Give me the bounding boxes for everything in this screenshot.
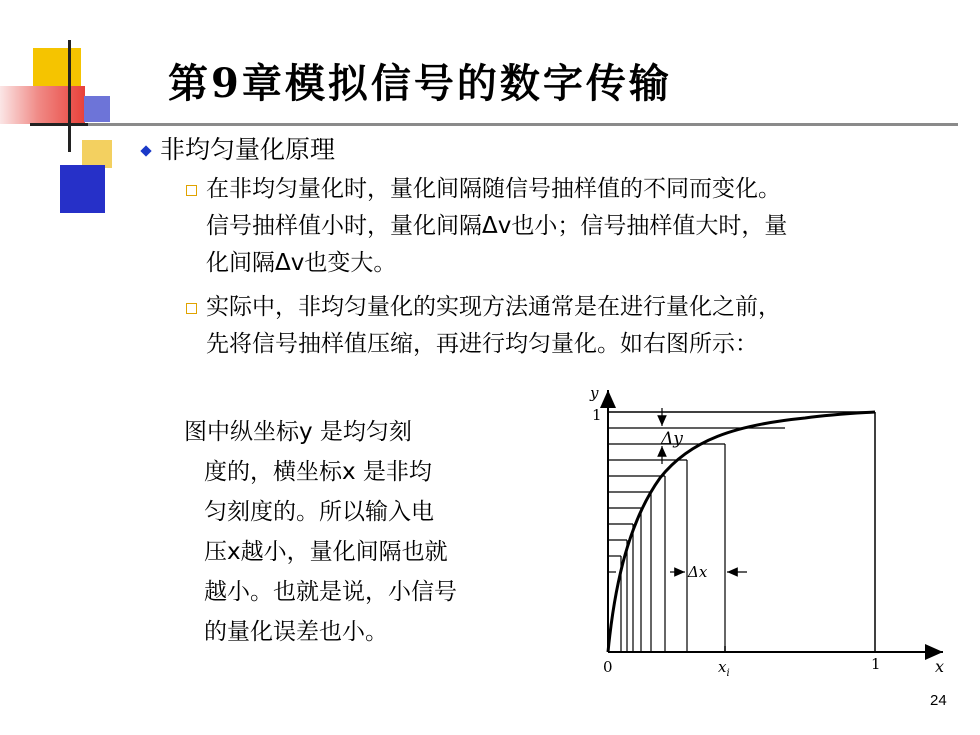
explanation-line: 图中纵坐标y 是均匀刻 <box>184 419 412 445</box>
title-underline <box>88 123 958 126</box>
square-bullet-icon <box>186 185 197 196</box>
y-axis-label: y <box>590 384 599 402</box>
xi-label: $x_i$ <box>718 658 730 679</box>
diamond-bullet-icon <box>140 145 151 156</box>
bullet-1-line-1: 在非均匀量化时，量化间隔随信号抽样值的不同而变化。 <box>206 176 781 202</box>
deco-vertical-line <box>68 40 71 152</box>
section-heading: 非均匀量化原理 <box>160 135 336 164</box>
compression-curve <box>608 412 875 652</box>
deco-blue-square-small <box>84 96 110 122</box>
origin-label: 0 <box>603 658 613 676</box>
square-bullet-icon <box>186 303 197 314</box>
slide-title: 第9章模拟信号的数字传输 <box>168 60 672 107</box>
bullet-1-line-3: 化间隔Δv也变大。 <box>206 250 397 276</box>
explanation-line: 的量化误差也小。 <box>204 619 388 645</box>
delta-y-label: Δy <box>661 429 683 449</box>
delta-x-label: Δx <box>688 563 708 581</box>
page-number: 24 <box>930 692 947 709</box>
figure-explanation <box>184 412 457 652</box>
explanation-line: 压x越小，量化间隔也就 <box>204 539 448 565</box>
uniform-levels <box>608 428 785 572</box>
deco-blue-square <box>60 165 105 213</box>
x-one-label: 1 <box>871 655 881 673</box>
nonuniform-intervals <box>621 444 725 652</box>
bullet-2-line-2: 先将信号抽样值压缩，再进行均匀量化。如右图所示： <box>206 331 758 357</box>
deco-gold-square <box>82 140 112 168</box>
explanation-line: 匀刻度的。所以输入电 <box>204 499 434 525</box>
explanation-line: 越小。也就是说，小信号 <box>204 579 457 605</box>
deco-red-bar <box>0 86 85 124</box>
x-axis-label: x <box>935 657 945 676</box>
compression-curve-figure <box>575 380 955 690</box>
explanation-line: 度的，横坐标x 是非均 <box>204 459 432 485</box>
y-one-label: 1 <box>592 406 602 424</box>
bullet-2-line-1: 实际中，非均匀量化的实现方法通常是在进行量化之前， <box>206 294 781 320</box>
bullet-1-line-2: 信号抽样值小时，量化间隔Δv也小；信号抽样值大时，量 <box>206 213 788 239</box>
